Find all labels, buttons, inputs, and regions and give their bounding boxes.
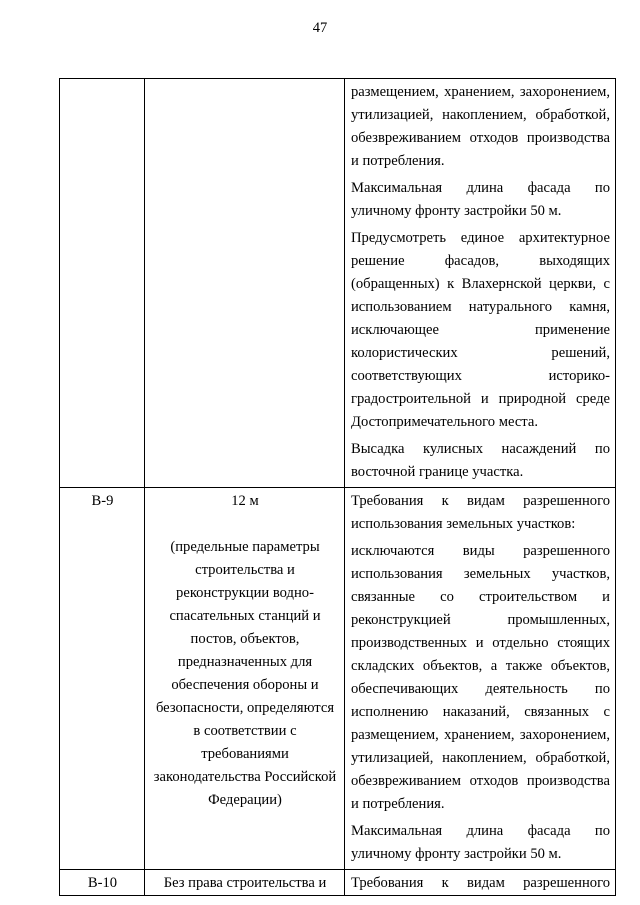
zone-code: В-9 bbox=[91, 493, 114, 509]
height-note: (предельные параметры строительства и реконструкции водно-спасательных станций и постов, объектов, предназначенных для обеспечения обороны и безопасности, определяются в соответствии с требованиями законодательства Российской Федерации) bbox=[153, 539, 337, 808]
requirements-paragraph: Предусмотреть единое архитектурное решение фасадов, выходящих (обращенных) к Влахернской церкви, с использованием натурального камня, исключающее применение колористических решений, соответствующих историко-градостроительной и природной среде Достопримечательного места. bbox=[351, 230, 610, 430]
height-cell bbox=[145, 488, 345, 870]
table-row bbox=[60, 79, 616, 488]
requirements-paragraph: Высадка кулисных насаждений по восточной границе участка. bbox=[351, 441, 610, 480]
requirements-cell bbox=[345, 79, 616, 488]
zone-code-cell bbox=[60, 488, 145, 870]
height-cell bbox=[145, 870, 345, 896]
zone-code-cell bbox=[60, 870, 145, 896]
zone-code-cell bbox=[60, 79, 145, 488]
zone-code: В-10 bbox=[87, 875, 118, 891]
height-cell bbox=[145, 79, 345, 488]
requirements-paragraph: исключаются виды разрешенного использования земельных участков, связанные со строительством и реконструкцией промышленных, производственных и отдельно стоящих складских объектов, а также объектов, обеспечивающих деятельность по исполнению наказаний, связанных с размещением, хранением, захоронением, утилизацией, накоплением, обработкой, обезвреживанием отходов производства и потребления. bbox=[351, 543, 610, 812]
requirements-paragraph: Максимальная длина фасада по уличному фронту застройки 50 м. bbox=[351, 823, 610, 862]
requirements-cell bbox=[345, 870, 616, 896]
page-number: 47 bbox=[312, 20, 328, 36]
requirements-paragraph: Требования к видам разрешенного bbox=[351, 875, 610, 891]
requirements-paragraph: Требования к видам разрешенного использования земельных участков: bbox=[351, 493, 610, 532]
requirements-paragraph: размещением, хранением, захоронением, утилизацией, накоплением, обработкой, обезвреживанием отходов производства и потребления. bbox=[351, 84, 610, 169]
max-height: 12 м bbox=[231, 493, 259, 509]
requirements-cell bbox=[345, 488, 616, 870]
requirements-paragraph: Максимальная длина фасада по уличному фронту застройки 50 м. bbox=[351, 180, 610, 219]
table-row bbox=[60, 488, 616, 870]
max-height: Без права строительства и bbox=[163, 875, 327, 891]
table-row bbox=[60, 870, 616, 896]
regulations-table bbox=[59, 78, 616, 896]
